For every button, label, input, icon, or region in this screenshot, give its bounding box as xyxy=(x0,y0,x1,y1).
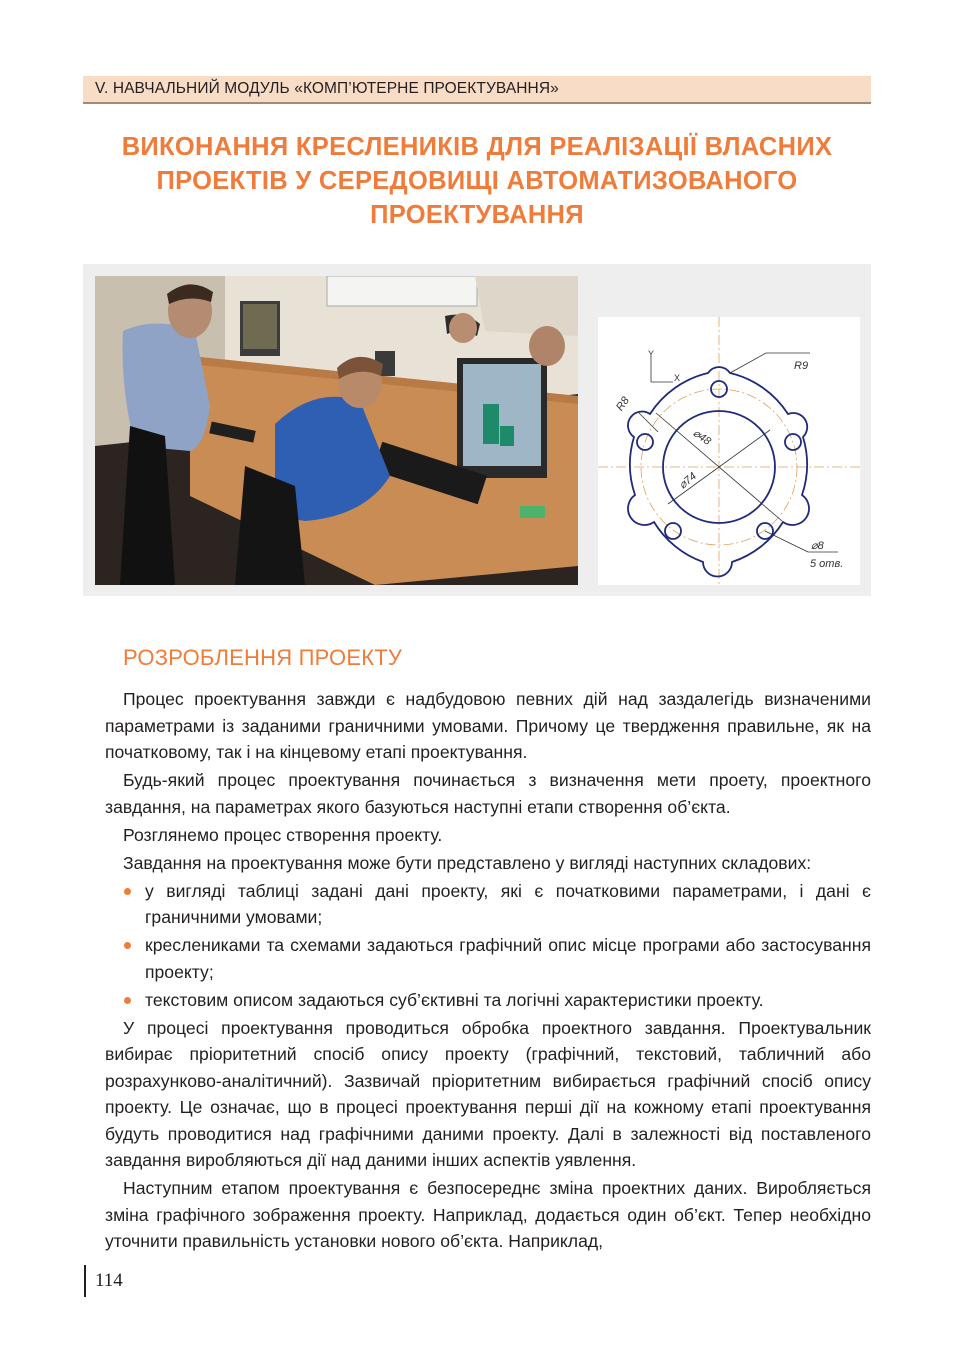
bullet-icon xyxy=(124,942,131,949)
page-title-line: ВИКОНАННЯ КРЕСЛЕНИКІВ ДЛЯ РЕАЛІЗАЦІЇ ВЛАСНИХ xyxy=(121,133,833,161)
paragraph: Будь-який процес проектування починається з визначення мети проету, проектного завдання, на параметрах якого базуються наступні етапи створення об’єкта. xyxy=(105,770,871,817)
page-title xyxy=(83,130,871,232)
bullet-list xyxy=(105,878,871,1014)
holes-count-label: 5 отв. xyxy=(810,558,844,570)
running-header-text: V. НАВЧАЛЬНИЙ МОДУЛЬ «КОМП’ЮТЕРНЕ ПРОЕКТУВАННЯ» xyxy=(95,80,559,97)
dimension-d8: ⌀8 xyxy=(811,540,824,552)
page-title-line: ПРОЕКТІВ У СЕРЕДОВИЩІ АВТОМАТИЗОВАНОГО xyxy=(156,167,798,195)
technical-drawing xyxy=(598,317,860,585)
bullet-icon xyxy=(124,888,131,895)
paragraph: Завдання на проектування може бути представлено у вигляді наступних складових: xyxy=(123,852,812,873)
classroom-photo xyxy=(95,276,578,585)
paragraph: Розглянемо процес створення проекту. xyxy=(123,824,443,845)
paragraph: Наступним етапом проектування є безпосереднє зміна проектних даних. Виробляється зміна графічного зображення проекту. Наприклад, додається один об’єкт. Тепер необхідно уточнити правильність установки нового об’єкта. Наприклад, xyxy=(105,1178,871,1251)
list-item-text: текстовим описом задаються суб’єктивні та логічні характеристики проекту. xyxy=(145,989,764,1010)
paragraph: Процес проектування завжди є надбудовою певних дій над заздалегідь визначеними параметрами із заданими граничними умовами. Причому це твердження правильне, як на початковому, так і на кінцевому етапі проектування. xyxy=(105,689,871,762)
dimension-d74: ⌀74 xyxy=(676,470,700,492)
running-header xyxy=(83,76,871,104)
dimension-r9: R9 xyxy=(794,360,809,372)
paragraph: У процесі проектування проводиться обробка проектного завдання. Проектувальник вибирає пріоритетний спосіб опису проекту (графічний, текстовий, табличний або розрахунково-аналітичний). Зазвичай пріоритетним вибирається графічний спосіб опису проекту. Це означає, що в процесі проектування перші дії на кожному етапі проектування будуть проводитися над графічними даними проекту. Далі в залежності від поставленого завдання виробляються дії над даними інших аспектів уявлення. xyxy=(105,1017,871,1170)
page-number: 114 xyxy=(95,1270,123,1291)
list-item xyxy=(105,878,871,931)
page-number-rule xyxy=(84,1265,86,1297)
axis-y-label: Y xyxy=(648,349,655,359)
dimension-r8: R8 xyxy=(614,394,632,414)
page-title-line: ПРОЕКТУВАННЯ xyxy=(370,201,584,229)
list-item-text: креслениками та схемами задаються графічний опис місце програми або застосування проекту; xyxy=(145,935,871,982)
section-heading: РОЗРОБЛЕННЯ ПРОЕКТУ xyxy=(123,645,403,670)
list-item xyxy=(105,987,871,1014)
body-text xyxy=(105,686,871,1256)
bullet-icon xyxy=(124,997,131,1004)
list-item-text: у вигляді таблиці задані дані проекту, які є початковими параметрами, і дані є граничними умовами; xyxy=(145,880,871,927)
list-item xyxy=(105,932,871,985)
axis-x-label: X xyxy=(674,373,681,383)
dimension-d48: ⌀48 xyxy=(690,427,713,448)
